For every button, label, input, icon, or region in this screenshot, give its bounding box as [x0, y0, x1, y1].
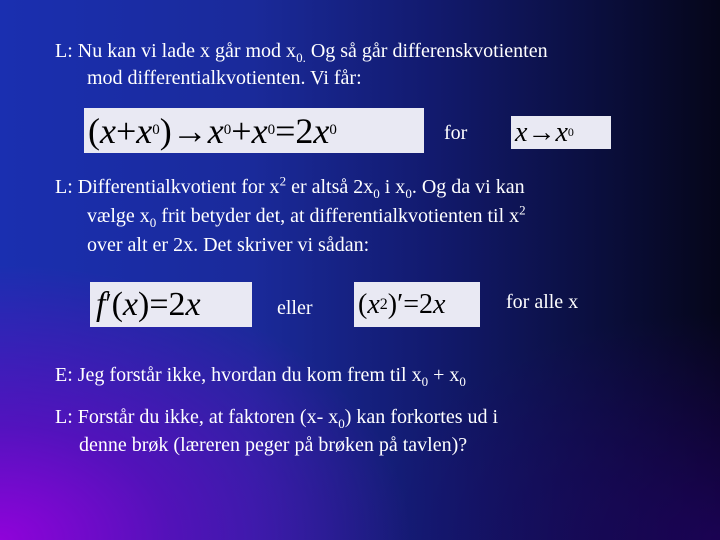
superscript: 2 — [279, 173, 287, 189]
arrow-icon: → — [527, 116, 556, 148]
text: er altså 2x — [286, 176, 374, 198]
text: L: Forstår du ikke, at faktoren (x- x — [55, 406, 339, 428]
paragraph-1-line-1 — [55, 39, 548, 64]
var-x: x — [251, 110, 268, 151]
text: Og så går differenskvotienten — [305, 40, 548, 62]
text: over alt er 2x. Det skriver vi sådan: — [87, 234, 370, 256]
var-x: x — [122, 285, 138, 323]
subscript: 0. — [296, 50, 306, 65]
paragraph-1-line-2 — [87, 66, 362, 91]
paren: ( — [111, 285, 123, 323]
var-x: x — [313, 110, 330, 151]
number: 2 — [168, 285, 186, 323]
paragraph-3-line-1 — [55, 405, 498, 430]
subscript: 0 — [149, 215, 157, 230]
text: . Og da vi kan — [411, 176, 525, 198]
text: mod differentialkvotienten. Vi får: — [87, 67, 362, 89]
text: eller — [277, 297, 313, 319]
eller-label — [277, 296, 313, 321]
paragraph-2-line-3 — [87, 233, 369, 258]
paren-prime: )′ — [387, 288, 404, 320]
paren: ( — [358, 288, 368, 320]
text: for alle x — [506, 291, 579, 313]
text: frit betyder det, at differentialkvotienten til x — [156, 205, 520, 227]
prime: ′ — [105, 288, 112, 320]
text: denne brøk (læreren peger på brøken på tavlen)? — [79, 434, 468, 456]
var-x: x — [136, 110, 153, 151]
number: 2 — [419, 288, 434, 320]
superscript: 2 — [519, 202, 526, 218]
text: L: Differentialkvotient for x — [55, 176, 280, 198]
subscript: 0 — [421, 374, 429, 389]
subscript: 0 — [267, 122, 276, 138]
paren: ) — [138, 285, 150, 323]
paragraph-2-line-1 — [55, 175, 525, 200]
paren: ( — [88, 110, 100, 151]
subscript: 0 — [223, 122, 232, 138]
subscript: 0 — [405, 186, 412, 201]
equation-f-prime — [90, 282, 252, 327]
subscript: 0 — [338, 416, 345, 431]
text: + x — [428, 364, 460, 386]
for-alle-label — [506, 290, 578, 315]
paragraph-3-line-2 — [79, 433, 467, 458]
var-x: x — [555, 116, 568, 148]
paren: ) — [159, 110, 172, 151]
op: = — [275, 110, 296, 151]
var-x: x — [185, 285, 201, 323]
var-x: x — [207, 110, 224, 151]
op: + — [115, 110, 137, 151]
subscript: 0 — [567, 125, 574, 139]
var-x: x — [515, 116, 528, 148]
for-label — [444, 121, 467, 146]
text: L: Nu kan vi lade x går mod x — [55, 40, 297, 62]
op: = — [149, 285, 169, 323]
superscript: 2 — [379, 295, 388, 313]
text: i x — [379, 176, 406, 198]
student-question — [55, 363, 466, 388]
subscript: 0 — [329, 122, 337, 138]
op: = — [403, 288, 420, 320]
subscript: 0 — [459, 374, 466, 389]
subscript: 0 — [152, 122, 160, 138]
text: E: Jeg forstår ikke, hvordan du kom frem til x — [55, 364, 422, 386]
var-x: x — [100, 110, 116, 151]
equation-limit-sum — [84, 108, 424, 153]
equation-x-squared-prime — [354, 282, 480, 327]
var-x: x — [433, 288, 446, 320]
text: ) kan forkortes ud i — [344, 406, 499, 428]
text: for — [444, 122, 468, 144]
number: 2 — [295, 110, 314, 151]
text: vælge x — [87, 205, 150, 227]
var-x: x — [367, 288, 380, 320]
var-f: f — [96, 285, 106, 323]
paragraph-2-line-2 — [87, 204, 526, 229]
arrow-icon: → — [171, 110, 208, 151]
op: + — [231, 110, 252, 151]
equation-x-to-x0 — [511, 116, 611, 149]
subscript: 0 — [373, 186, 380, 201]
